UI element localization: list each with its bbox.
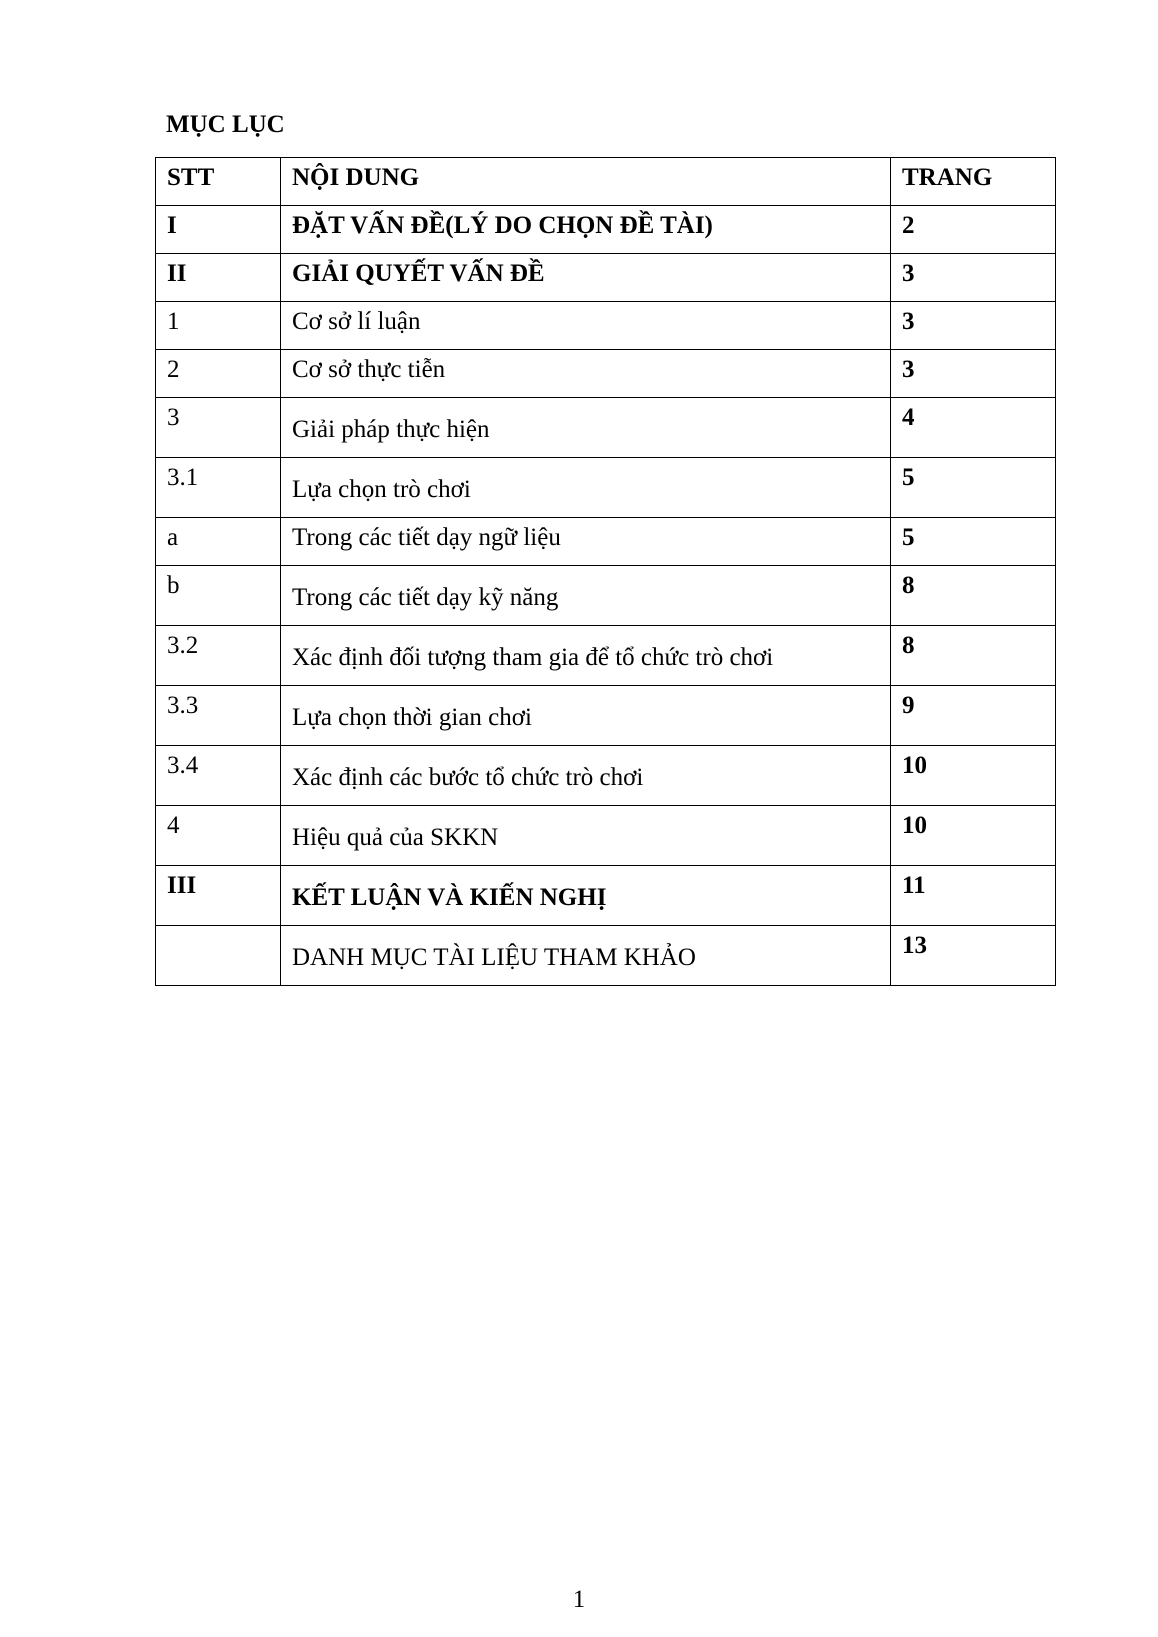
table-row — [156, 350, 1056, 398]
table-row — [156, 302, 1056, 350]
page-cell — [891, 254, 1056, 302]
table-row — [156, 254, 1056, 302]
content-cell — [281, 566, 891, 626]
content-cell — [281, 806, 891, 866]
row-stt: II — [167, 260, 187, 287]
table-row — [156, 206, 1056, 254]
content-cell — [281, 518, 891, 566]
row-page: 4 — [902, 404, 915, 431]
row-stt: 1 — [167, 308, 180, 335]
row-stt: 3.3 — [167, 692, 199, 719]
page-cell — [891, 686, 1056, 746]
row-page: 9 — [902, 692, 915, 719]
page-cell — [891, 350, 1056, 398]
stt-cell — [156, 926, 281, 986]
table-row — [156, 926, 1056, 986]
page-cell — [891, 398, 1056, 458]
row-content: DANH MỤC TÀI LIỆU THAM KHẢO — [292, 944, 696, 971]
row-page: 13 — [902, 932, 927, 959]
row-content: Cơ sở thực tiễn — [292, 356, 446, 383]
page-cell — [891, 566, 1056, 626]
page-cell — [891, 626, 1056, 686]
content-cell — [281, 686, 891, 746]
content-cell — [281, 458, 891, 518]
row-content: KẾT LUẬN VÀ KIẾN NGHỊ — [292, 884, 607, 911]
row-stt: 3 — [167, 404, 180, 431]
header-page: TRANG — [902, 164, 993, 191]
table-row — [156, 746, 1056, 806]
stt-cell — [156, 302, 281, 350]
header-content: NỘI DUNG — [292, 164, 420, 191]
row-content: Xác định đối tượng tham gia để tổ chức trò chơi — [292, 644, 774, 671]
stt-cell — [156, 350, 281, 398]
header-page-cell — [891, 158, 1056, 206]
table-row — [156, 866, 1056, 926]
page-cell — [891, 866, 1056, 926]
stt-cell — [156, 866, 281, 926]
row-stt: 3.1 — [167, 464, 199, 491]
row-stt — [156, 926, 280, 931]
row-content: Xác định các bước tổ chức trò chơi — [292, 764, 644, 791]
row-stt: 3.4 — [167, 752, 199, 779]
row-stt: I — [167, 212, 177, 239]
row-page: 10 — [902, 752, 927, 779]
page-cell — [891, 746, 1056, 806]
toc-table — [155, 157, 1056, 986]
content-cell — [281, 254, 891, 302]
table-row — [156, 806, 1056, 866]
table-row — [156, 566, 1056, 626]
content-cell — [281, 302, 891, 350]
table-header-row — [156, 158, 1056, 206]
row-stt: 4 — [167, 812, 180, 839]
header-content-cell — [281, 158, 891, 206]
row-page: 3 — [902, 260, 915, 287]
row-content: Lựa chọn trò chơi — [292, 476, 471, 503]
stt-cell — [156, 626, 281, 686]
row-stt: a — [167, 524, 179, 551]
table-row — [156, 626, 1056, 686]
table-row — [156, 458, 1056, 518]
stt-cell — [156, 518, 281, 566]
row-stt: 2 — [167, 356, 180, 383]
row-page: 5 — [902, 464, 915, 491]
page-cell — [891, 302, 1056, 350]
stt-cell — [156, 746, 281, 806]
stt-cell — [156, 686, 281, 746]
row-page: 3 — [902, 356, 915, 383]
row-content: Trong các tiết dạy ngữ liệu — [292, 524, 561, 551]
row-page: 8 — [902, 572, 915, 599]
row-page: 5 — [902, 524, 915, 551]
row-content: Giải pháp thực hiện — [292, 416, 490, 443]
row-content: Cơ sở lí luận — [292, 308, 421, 335]
row-stt: 3.2 — [167, 632, 199, 659]
row-content: GIẢI QUYẾT VẤN ĐỀ — [292, 260, 545, 287]
page-cell — [891, 206, 1056, 254]
row-page: 8 — [902, 632, 915, 659]
table-row — [156, 398, 1056, 458]
table-row — [156, 686, 1056, 746]
table-row — [156, 518, 1056, 566]
stt-cell — [156, 806, 281, 866]
header-stt: STT — [167, 164, 215, 191]
content-cell — [281, 206, 891, 254]
content-cell — [281, 398, 891, 458]
content-cell — [281, 350, 891, 398]
page-cell — [891, 806, 1056, 866]
row-content: Trong các tiết dạy kỹ năng — [292, 584, 559, 611]
row-page: 3 — [902, 308, 915, 335]
row-page: 2 — [902, 212, 915, 239]
row-content: ĐẶT VẤN ĐỀ(LÝ DO CHỌN ĐỀ TÀI) — [292, 212, 713, 239]
page-cell — [891, 458, 1056, 518]
row-stt: III — [167, 872, 197, 899]
page-cell — [891, 518, 1056, 566]
stt-cell — [156, 566, 281, 626]
content-cell — [281, 626, 891, 686]
content-cell — [281, 926, 891, 986]
stt-cell — [156, 398, 281, 458]
page-number: 1 — [572, 1586, 586, 1613]
toc-title: MỤC LỤC — [166, 111, 285, 138]
row-page: 11 — [902, 872, 926, 899]
stt-cell — [156, 254, 281, 302]
stt-cell — [156, 458, 281, 518]
row-content: Lựa chọn thời gian chơi — [292, 704, 532, 731]
row-content: Hiệu quả của SKKN — [292, 824, 499, 851]
page-cell — [891, 926, 1056, 986]
content-cell — [281, 866, 891, 926]
header-stt-cell — [156, 158, 281, 206]
stt-cell — [156, 206, 281, 254]
row-stt: b — [167, 572, 180, 599]
content-cell — [281, 746, 891, 806]
row-page: 10 — [902, 812, 927, 839]
